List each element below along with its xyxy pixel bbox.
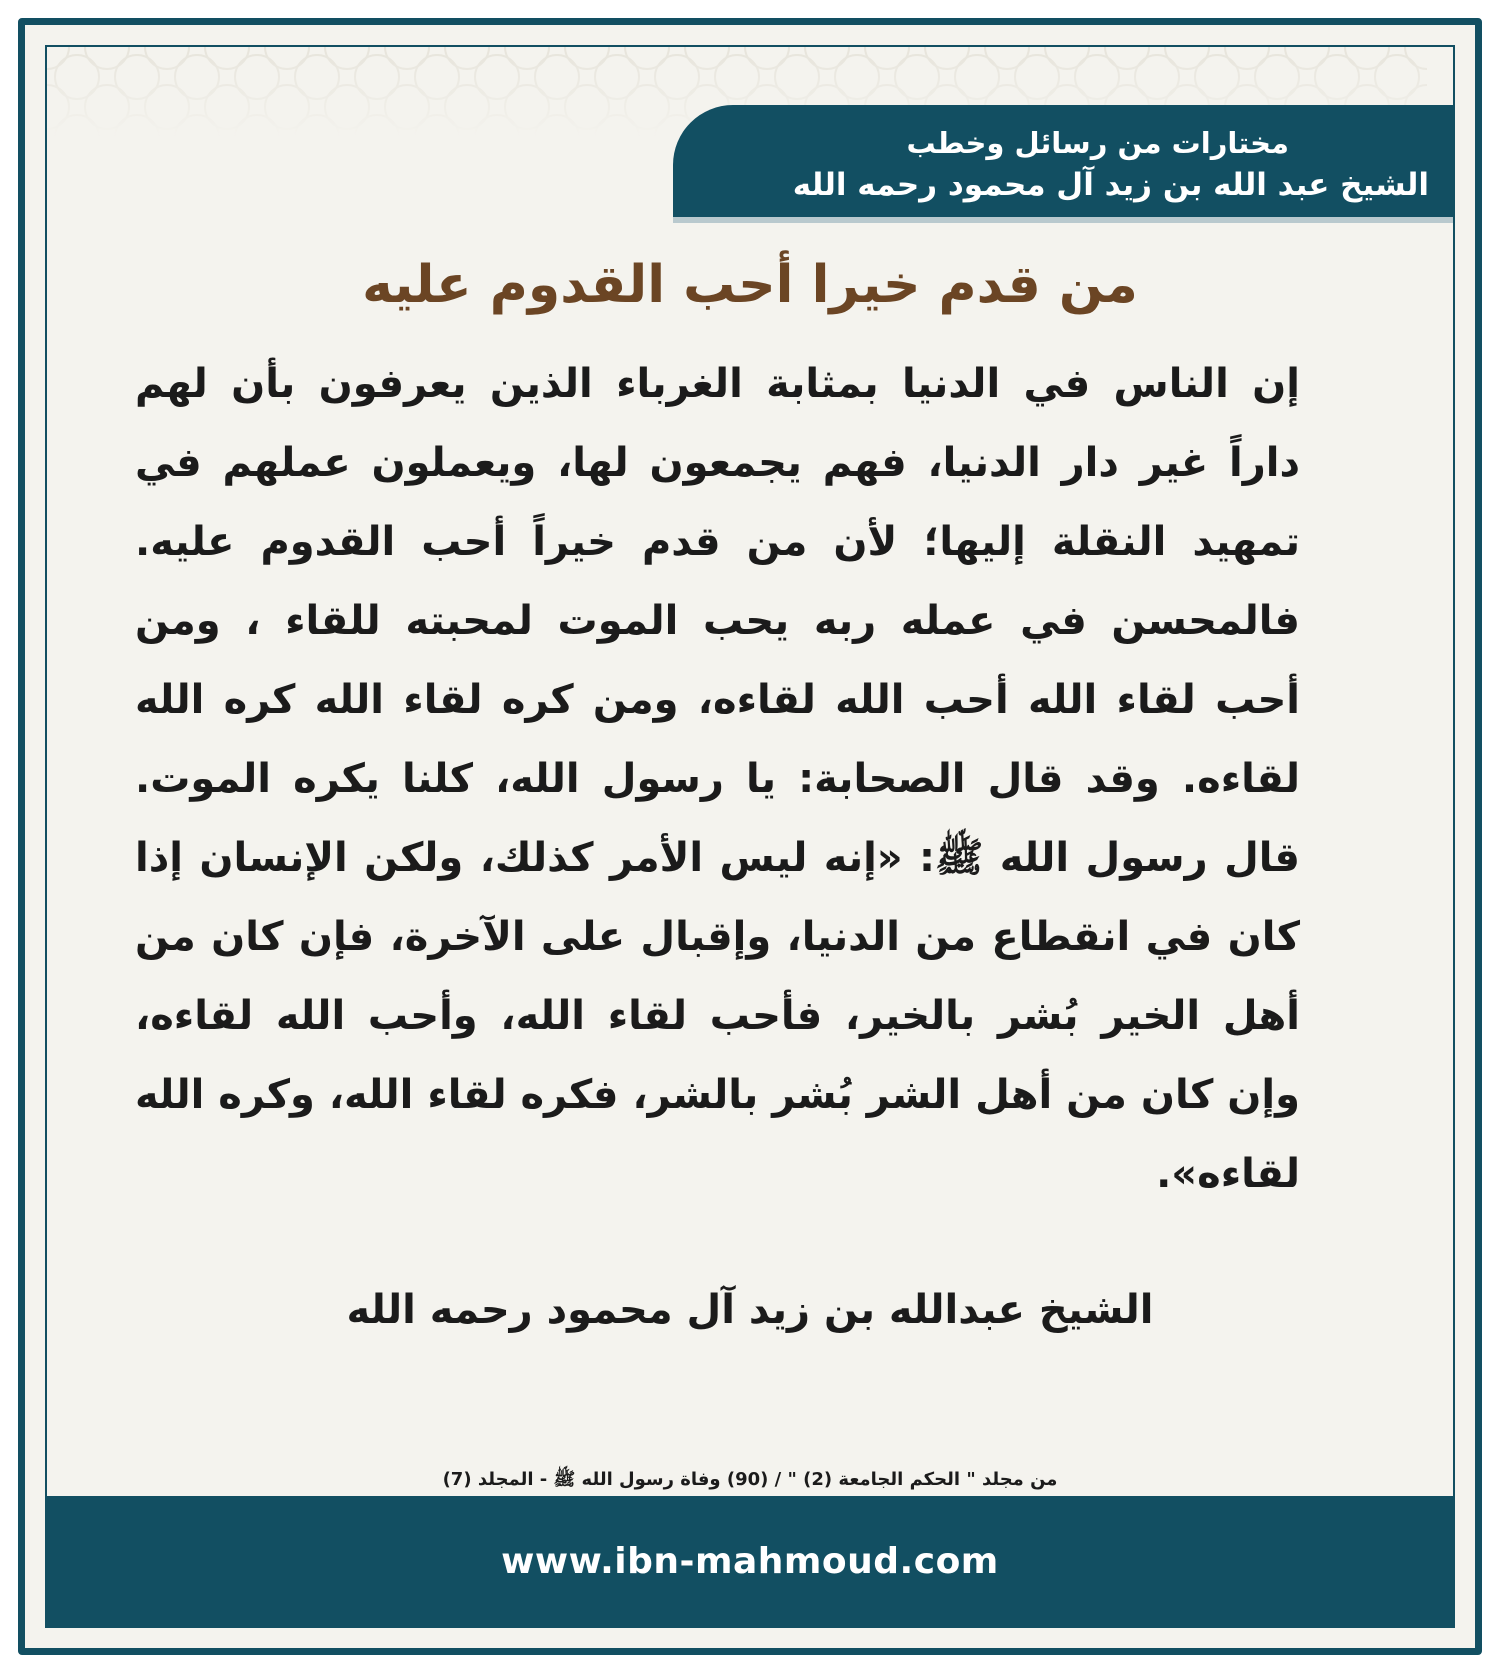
header-banner [673,105,1453,217]
page-title: من قدم خيرا أحب القدوم عليه [362,255,1138,315]
quote-body: إن الناس في الدنيا بمثابة الغرباء الذين يعرفون بأن لهم داراً غير دار الدنيا، فهم يجمعون لها، ويعملون عملهم في تمهيد النقلة إليها؛ لأن من قدم خيراً أحب القدوم عليه. فالمحسن في عمله ربه يحب الموت لمحبته للقاء ، ومن أحب لقاء الله أحب الله لقاءه، ومن كره لقاء الله كره الله لقاءه. وقد قال الصحابة: يا رسول الله، كلنا يكره الموت. قال رسول الله ﷺ: «إنه ليس الأمر كذلك، ولكن الإنسان إذا كان في انقطاع من الدنيا، وإقبال على الآخرة، فإن كان من أهل الخير بُشر بالخير، فأحب لقاء الله، وأحب الله لقاءه، وإن كان من أهل الشر بُشر بالشر، فكره لقاء الله، وكره الله لقاءه». [135,361,1300,1197]
series-title: مختارات من رسائل وخطب [906,126,1289,160]
website-link[interactable]: www.ibn-mahmoud.com [501,1540,999,1582]
quote-card [18,18,1482,1655]
signature: الشيخ عبدالله بن زيد آل محمود رحمه الله [346,1287,1154,1333]
author-title: الشيخ عبد الله بن زيد آل محمود رحمه الله [792,167,1429,203]
source-citation: من مجلد " الحكم الجامعة (2) " / (90) وفاة رسول الله ﷺ - المجلد (7) [442,1469,1058,1490]
footer-bar [47,1496,1453,1626]
